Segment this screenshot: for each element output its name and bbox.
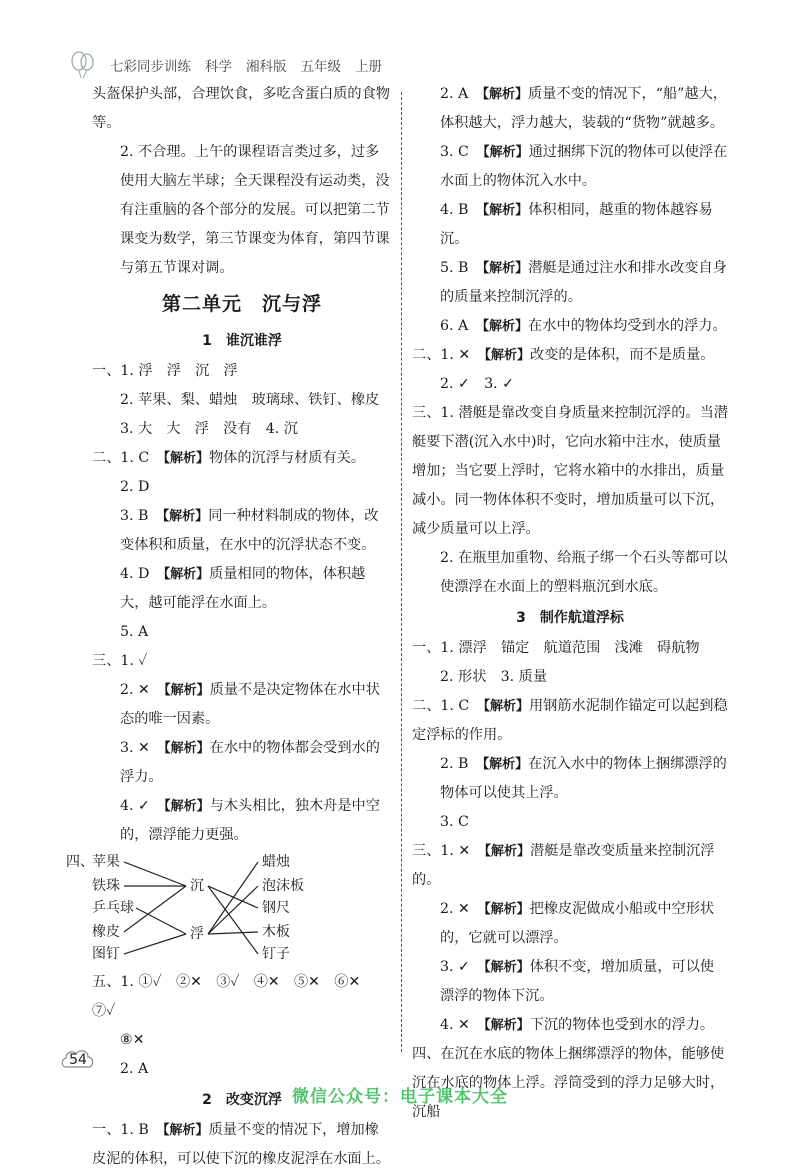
answer-line: 五、1. ①✓ ②✕ ③✓ ④✕ ⑤✕ ⑥✕ ⑦✓ xyxy=(92,974,375,1019)
answer-line: 2. ✕ 【解析】把橡皮泥做成小船或中空形状的，它就可以漂浮。 xyxy=(440,901,715,946)
subject: 科学 xyxy=(205,59,232,75)
match-right-item: 钢尺 xyxy=(262,900,290,916)
answer-line: 一、1. 漂浮 锚定 航道范围 浅滩 碍航物 xyxy=(412,640,700,656)
balloon-logo-icon xyxy=(68,50,98,80)
match-right-item: 泡沫板 xyxy=(262,878,304,894)
page-number: 54 xyxy=(60,1045,96,1075)
matching-diagram xyxy=(66,852,392,964)
answer-line: 2. D xyxy=(120,479,150,495)
match-left-item: 铁珠 xyxy=(92,878,120,894)
answer-line: 一、1. B 【解析】质量不变的情况下，增加橡皮泥的体积，可以使下沉的橡皮泥浮在水面上。 xyxy=(92,1122,390,1167)
answer-line: 一、1. 浮 浮 沉 浮 xyxy=(92,363,238,379)
answer-line: 2. A xyxy=(120,1061,149,1077)
match-right-item: 蜡烛 xyxy=(262,854,290,870)
match-left-item: 橡皮 xyxy=(92,924,120,940)
answer-line: 二、1. C 【解析】物体的沉浮与材质有关。 xyxy=(92,450,366,466)
answer-line: 二、1. ✕ 【解析】改变的是体积，而不是质量。 xyxy=(412,347,715,363)
answer-line: 2. ✓ 3. ✓ xyxy=(440,376,515,392)
match-center-item: 沉 xyxy=(190,878,204,894)
column-divider xyxy=(401,92,402,1052)
answer-line: 3. ✕ 【解析】在水中的物体都会受到水的浮力。 xyxy=(120,740,380,785)
match-center-item: 浮 xyxy=(190,926,204,942)
match-prefix: 四、 xyxy=(66,854,94,870)
answer-paragraph: 2. 在瓶里加重物、给瓶子绑一个石头等都可以使漂浮在水面上的塑料瓶沉到水底。 xyxy=(440,550,728,595)
answer-line: 3. ✓ 【解析】体积不变，增加质量，可以使漂浮的物体下沉。 xyxy=(440,959,715,1004)
footer-watermark: 微信公众号：电子课本大全 xyxy=(292,1087,508,1107)
answer-line: 2. ✕ 【解析】质量不是决定物体在水中状态的唯一因素。 xyxy=(120,682,380,727)
answer-line: 2. B 【解析】在沉入水中的物体上捆绑漂浮的物体可以使其上浮。 xyxy=(440,756,727,801)
lesson-title: 2 改变沉浮 xyxy=(202,1092,282,1108)
answer-line: 5. B 【解析】潜艇是通过注水和排水改变自身的质量来控制沉浮的。 xyxy=(440,260,727,305)
answer-line: ⑧✕ xyxy=(120,1032,145,1048)
answer-line: 4. D 【解析】质量相同的物体，体积越大，越可能浮在水面上。 xyxy=(120,566,366,611)
match-left-item: 苹果 xyxy=(92,854,120,870)
answer-line: 4. ✓ 【解析】与木头相比，独木舟是中空的，漂浮能力更强。 xyxy=(120,798,380,843)
lesson-title: 1 谁沉谁浮 xyxy=(202,333,282,349)
answer-line: 二、1. C 【解析】用钢筋水泥制作锚定可以起到稳定浮标的作用。 xyxy=(412,698,728,743)
edition: 湘科版 xyxy=(246,59,287,75)
text-line: 头盔保护头部，合理饮食，多吃含蛋白质的食物等。 xyxy=(92,86,390,131)
answer-line: 2. 形状 3. 质量 xyxy=(440,669,548,685)
answer-line: 4. ✕ 【解析】下沉的物体也受到水的浮力。 xyxy=(440,1017,715,1033)
answer-line: 三、1. ✕ 【解析】潜艇是靠改变质量来控制沉浮的。 xyxy=(412,843,715,888)
unit-title: 第二单元 沉与浮 xyxy=(161,293,322,315)
answer-line: 2. A 【解析】质量不变的情况下，“船”越大，体积越大，浮力越大，装载的“货物”就越多。 xyxy=(440,86,727,131)
page-header xyxy=(68,48,396,82)
answer-line: 3. 大 大 浮 没有 4. 沉 xyxy=(120,421,298,437)
text-paragraph: 2. 不合理。上午的课程语言类过多，过多使用大脑左半球；全天课程没有运动类，没有注重脑的各个部分的发展。可以把第二节课变为数学，第三节课变为体育，第四节课与第五节课对调。 xyxy=(120,144,390,276)
match-left-item: 图钉 xyxy=(92,946,120,962)
answer-line: 2. 苹果、梨、蜡烛 玻璃球、铁钉、橡皮 xyxy=(120,392,380,408)
answer-line: 6. A 【解析】在水中的物体均受到水的浮力。 xyxy=(440,318,727,334)
answer-line: 5. A xyxy=(120,624,149,640)
series-title: 七彩同步训练 xyxy=(110,59,191,75)
match-right-item: 钉子 xyxy=(262,946,290,962)
matching-lines xyxy=(92,852,392,964)
answer-line: 3. C xyxy=(440,814,469,830)
match-right-item: 木板 xyxy=(262,924,290,940)
answer-line: 4. B 【解析】体积相同，越重的物体越容易沉。 xyxy=(440,202,713,247)
answer-paragraph: 四、在沉在水底的物体上捆绑漂浮的物体，能够使沉在水底的物体上浮。浮筒受到的浮力足够大时，沉船 xyxy=(412,1046,725,1120)
answer-paragraph: 三、1. 潜艇是靠改变自身质量来控制沉浮的。当潜艇要下潜(沉入水中)时，它向水箱中注水，使质量增加；当它要上浮时，它将水箱中的水排出，质量减小。同一物体体积不变时，增加质量可以下沉，减少质量可以上浮。 xyxy=(412,405,728,537)
grade: 五年级 xyxy=(300,59,341,75)
answer-line: 3. B 【解析】同一种材料制成的物体，改变体积和质量，在水中的沉浮状态不变。 xyxy=(120,508,379,553)
volume: 上册 xyxy=(355,59,382,75)
answer-line: 3. C 【解析】通过捆绑下沉的物体可以使浮在水面上的物体沉入水中。 xyxy=(440,144,728,189)
answer-line: 三、1. ✓ xyxy=(92,653,148,669)
match-left-item: 乒乓球 xyxy=(92,900,134,916)
right-column xyxy=(412,80,728,1127)
lesson-title: 3 制作航道浮标 xyxy=(516,610,624,626)
